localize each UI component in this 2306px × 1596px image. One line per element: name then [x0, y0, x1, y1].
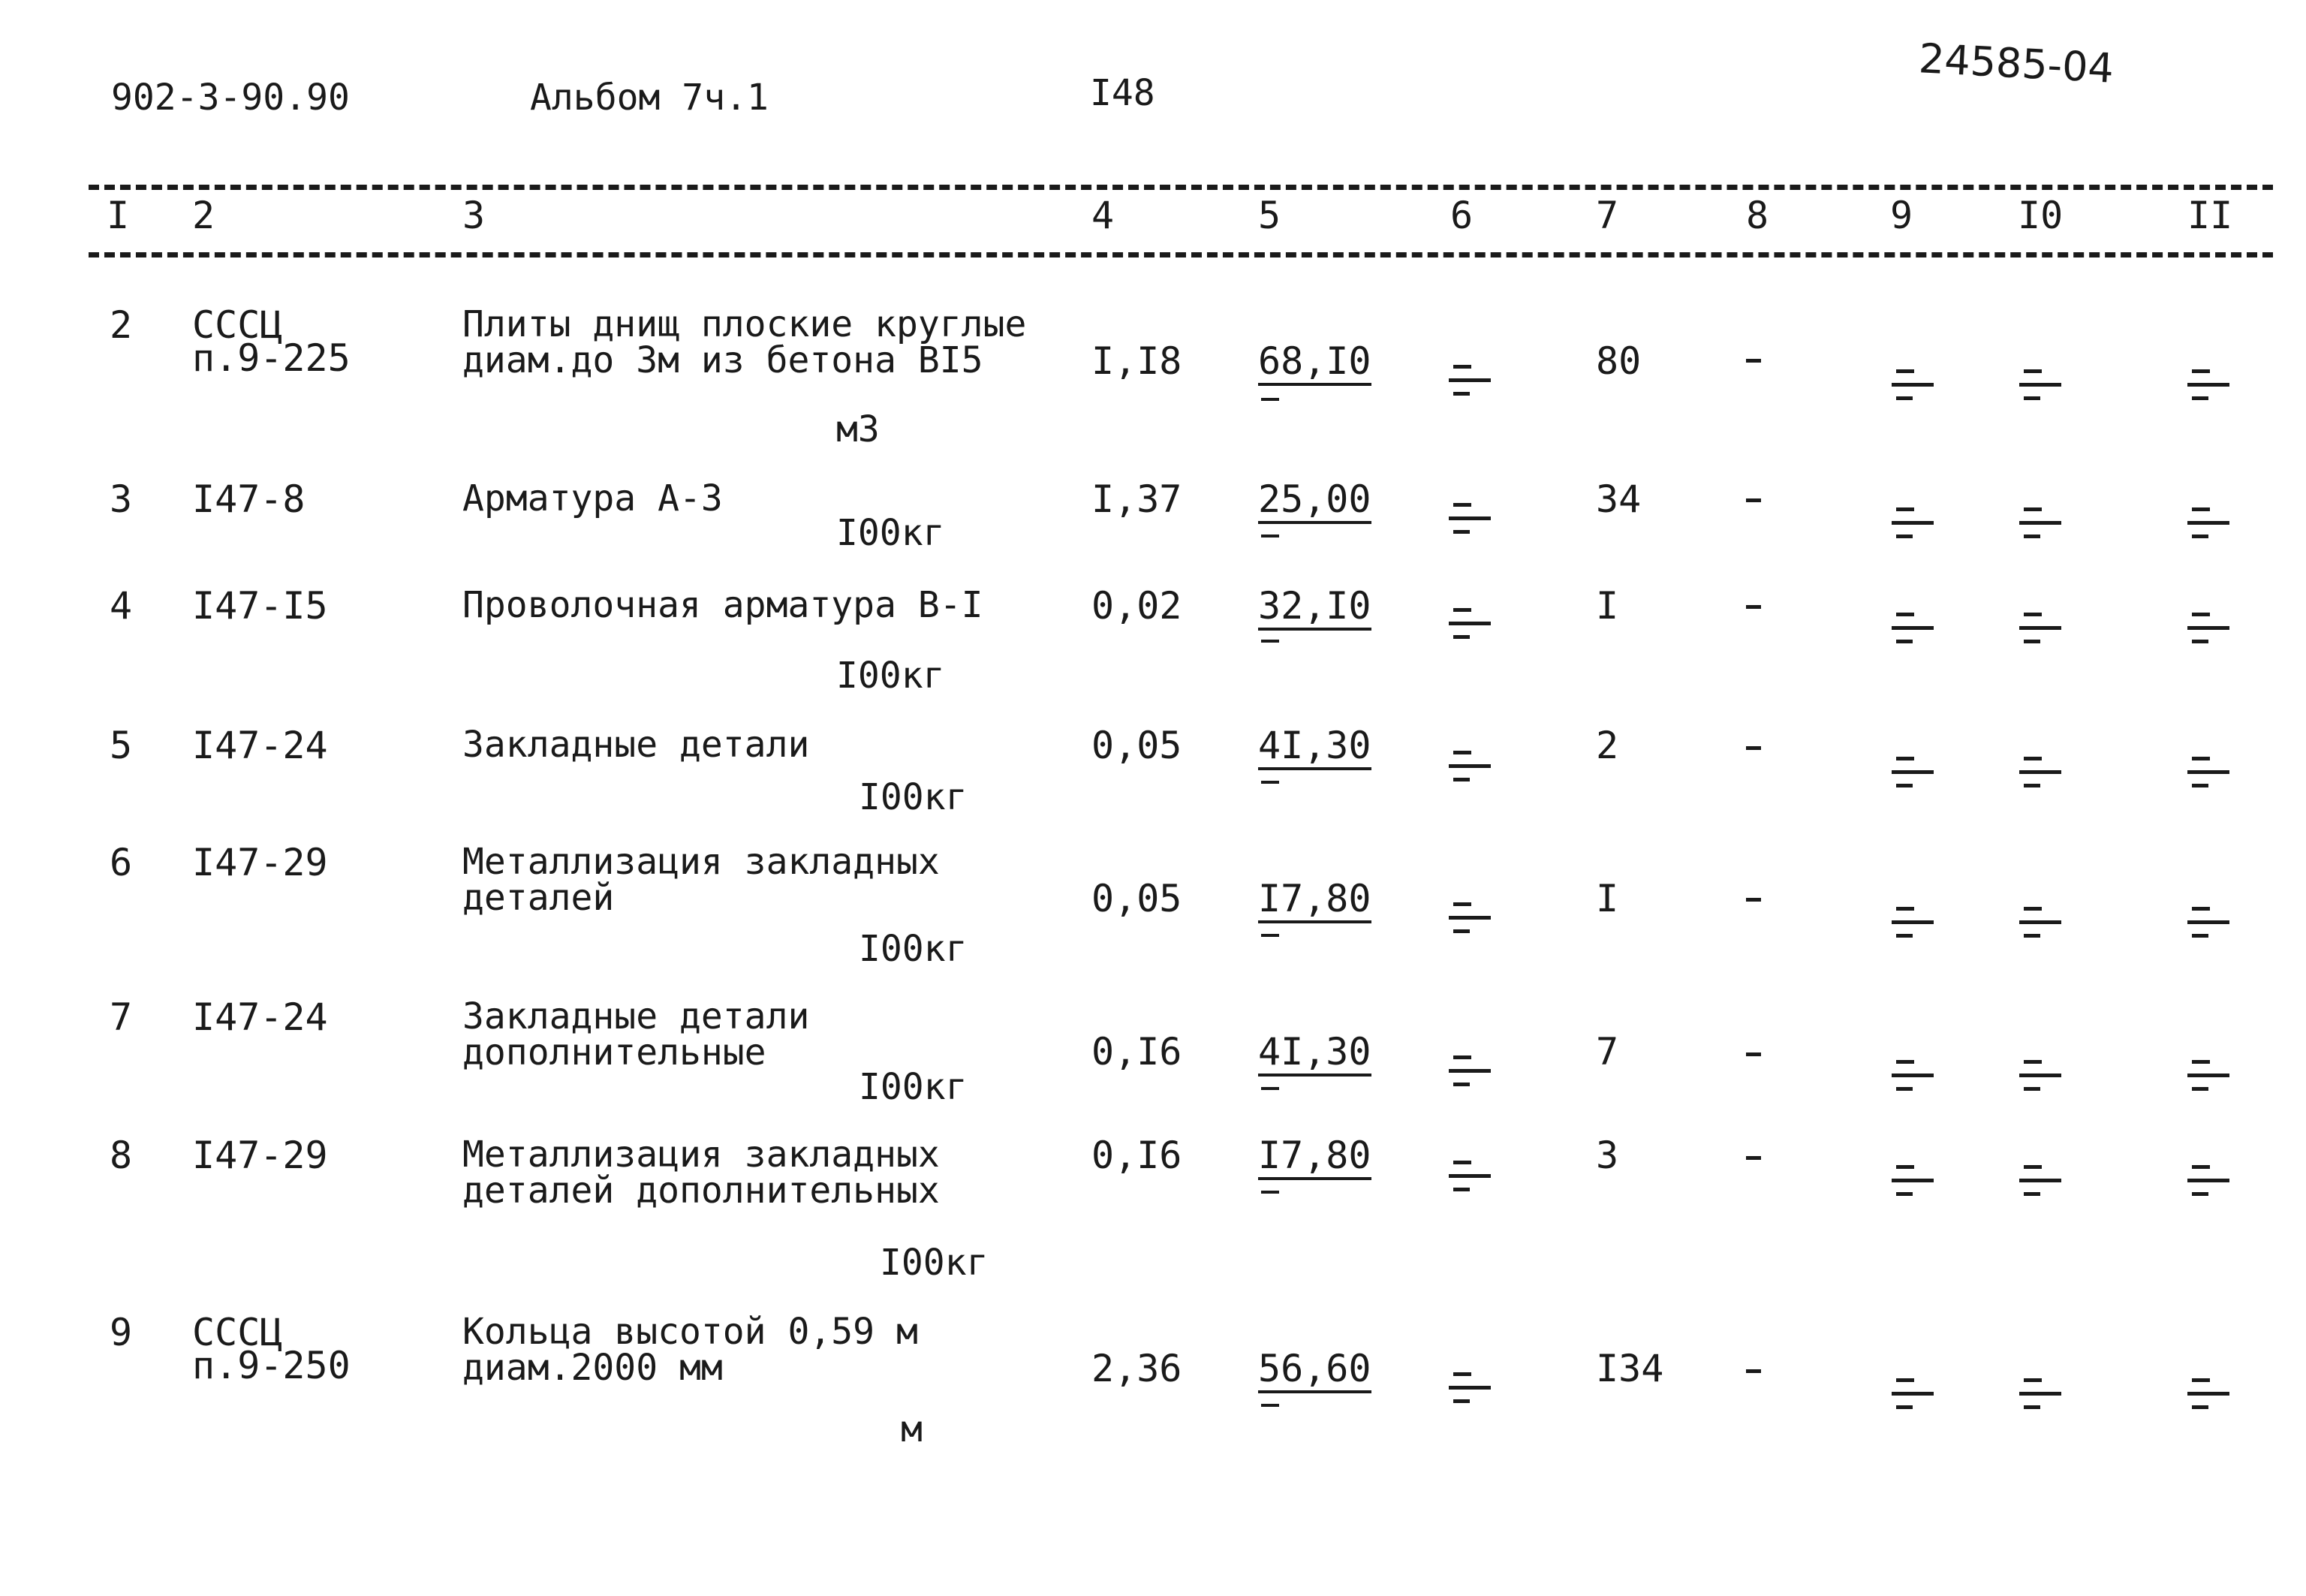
ditto-mark — [1449, 902, 1491, 935]
price-ditto-tick — [1261, 1404, 1279, 1407]
quantity: 0,05 — [1091, 724, 1182, 767]
dash-mark — [1746, 359, 1761, 363]
unit-of-measure: м — [901, 1408, 923, 1450]
row-number: 9 — [110, 1311, 133, 1354]
unit-of-measure: I00кг — [859, 928, 968, 970]
unit-price: I7,80 — [1258, 1137, 1371, 1180]
rate-code: I47-29 — [192, 1134, 328, 1177]
row-number: 3 — [110, 477, 133, 521]
work-description: дополнительные — [462, 1031, 766, 1074]
ditto-mark — [2187, 1060, 2229, 1093]
work-description: Закладные детали — [462, 995, 810, 1037]
rate-code: I47-29 — [192, 841, 328, 884]
quantity: 0,I6 — [1091, 1030, 1182, 1074]
row-number: 8 — [110, 1134, 133, 1177]
unit-price: 56,60 — [1258, 1350, 1371, 1393]
work-description: Кольца высотой 0,59 м — [462, 1311, 918, 1353]
column-header-10: I0 — [2018, 194, 2064, 237]
sheet-number: 24585-04 — [1917, 35, 2115, 92]
unit-of-measure: I00кг — [859, 1066, 968, 1108]
price-ditto-tick — [1261, 535, 1279, 538]
ditto-mark — [2187, 507, 2229, 541]
column-7-value: I — [1596, 584, 1619, 628]
ditto-mark — [1449, 1161, 1491, 1194]
column-header-4: 4 — [1091, 194, 1115, 237]
ditto-mark — [1892, 757, 1934, 790]
ditto-mark — [1892, 369, 1934, 402]
work-description: деталей дополнительных — [462, 1170, 940, 1212]
quantity: 0,02 — [1091, 584, 1182, 628]
rate-code: I47-I5 — [192, 584, 328, 628]
rate-code: I47-24 — [192, 995, 328, 1039]
row-number: 5 — [110, 724, 133, 767]
quantity: I,I8 — [1091, 339, 1182, 383]
ditto-mark — [1892, 1060, 1934, 1093]
dash-mark — [1746, 898, 1761, 902]
ditto-mark — [1449, 365, 1491, 398]
ditto-mark — [2187, 613, 2229, 646]
work-description: Плиты днищ плоские круглые — [462, 303, 1027, 345]
quantity: 0,I6 — [1091, 1134, 1182, 1177]
column-header-6: 6 — [1450, 194, 1474, 237]
column-header-11: II — [2187, 194, 2233, 237]
column-7-value: I — [1596, 877, 1619, 920]
header-rule-top — [89, 185, 2273, 190]
unit-price: 4I,30 — [1258, 727, 1371, 770]
ditto-mark — [1892, 613, 1934, 646]
column-7-value: 2 — [1596, 724, 1619, 767]
quantity: 0,05 — [1091, 877, 1182, 920]
dash-mark — [1746, 1369, 1761, 1373]
ditto-mark — [1449, 751, 1491, 784]
unit-price: 25,00 — [1258, 480, 1371, 524]
column-7-value: I34 — [1596, 1347, 1664, 1390]
album-label: Альбом 7ч.1 — [530, 77, 769, 119]
work-description: Закладные детали — [462, 724, 810, 766]
ditto-mark — [2187, 907, 2229, 940]
ditto-mark — [1892, 507, 1934, 541]
unit-price: 68,I0 — [1258, 342, 1371, 386]
row-number: 2 — [110, 303, 133, 347]
ditto-mark — [2019, 757, 2061, 790]
rate-code-clause: п.9-250 — [192, 1344, 351, 1387]
quantity: 2,36 — [1091, 1347, 1182, 1390]
ditto-mark — [2019, 1378, 2061, 1411]
price-ditto-tick — [1261, 781, 1279, 784]
ditto-mark — [2019, 613, 2061, 646]
column-header-7: 7 — [1596, 194, 1619, 237]
dash-mark — [1746, 1052, 1761, 1056]
column-header-5: 5 — [1258, 194, 1281, 237]
unit-of-measure: I00кг — [859, 776, 968, 818]
price-ditto-tick — [1261, 1087, 1279, 1090]
work-description: диам.до 3м из бетона BI5 — [462, 339, 983, 381]
work-description: Арматура А-3 — [462, 477, 723, 519]
column-7-value: 80 — [1596, 339, 1642, 383]
rate-code: I47-24 — [192, 724, 328, 767]
column-7-value: 3 — [1596, 1134, 1619, 1177]
dash-mark — [1746, 1156, 1761, 1160]
row-number: 4 — [110, 584, 133, 628]
row-number: 6 — [110, 841, 133, 884]
rate-code: СССЦ — [192, 1311, 283, 1354]
ditto-mark — [1892, 907, 1934, 940]
unit-price: 4I,30 — [1258, 1033, 1371, 1077]
ditto-mark — [2019, 1060, 2061, 1093]
rate-code: I47-8 — [192, 477, 306, 521]
unit-of-measure: I00кг — [880, 1242, 989, 1284]
ditto-mark — [1892, 1378, 1934, 1411]
document-code: 902-3-90.90 — [111, 77, 350, 119]
quantity: I,37 — [1091, 477, 1182, 521]
column-header-8: 8 — [1746, 194, 1769, 237]
dash-mark — [1746, 498, 1761, 502]
ditto-mark — [2019, 907, 2061, 940]
ditto-mark — [2187, 369, 2229, 402]
unit-price: I7,80 — [1258, 880, 1371, 923]
ditto-mark — [1449, 608, 1491, 641]
unit-price: 32,I0 — [1258, 587, 1371, 631]
column-7-value: 7 — [1596, 1030, 1619, 1074]
unit-of-measure: м3 — [836, 408, 880, 450]
ditto-mark — [1449, 1055, 1491, 1089]
ditto-mark — [1892, 1165, 1934, 1198]
column-7-value: 34 — [1596, 477, 1642, 521]
ditto-mark — [1449, 503, 1491, 536]
price-ditto-tick — [1261, 398, 1279, 401]
ditto-mark — [2019, 369, 2061, 402]
ditto-mark — [2187, 757, 2229, 790]
work-description: Металлизация закладных — [462, 841, 940, 883]
dash-mark — [1746, 605, 1761, 609]
unit-of-measure: I00кг — [836, 655, 945, 697]
row-number: 7 — [110, 995, 133, 1039]
ditto-mark — [2187, 1378, 2229, 1411]
rate-code: СССЦ — [192, 303, 283, 347]
price-ditto-tick — [1261, 640, 1279, 643]
column-header-3: 3 — [462, 194, 486, 237]
ditto-mark — [1449, 1372, 1491, 1405]
page-number: I48 — [1090, 72, 1155, 114]
header-rule-bottom — [89, 252, 2273, 257]
work-description: Металлизация закладных — [462, 1134, 940, 1176]
dash-mark — [1746, 746, 1761, 750]
ditto-mark — [2019, 1165, 2061, 1198]
column-header-2: 2 — [192, 194, 215, 237]
column-header-1: I — [107, 194, 130, 237]
work-description: деталей — [462, 877, 615, 919]
ditto-mark — [2187, 1165, 2229, 1198]
work-description: диам.2000 мм — [462, 1347, 723, 1389]
price-ditto-tick — [1261, 934, 1279, 937]
unit-of-measure: I00кг — [836, 512, 945, 554]
ditto-mark — [2019, 507, 2061, 541]
work-description: Проволочная арматура В-I — [462, 584, 983, 626]
price-ditto-tick — [1261, 1191, 1279, 1194]
column-header-9: 9 — [1890, 194, 1913, 237]
rate-code-clause: п.9-225 — [192, 336, 351, 380]
